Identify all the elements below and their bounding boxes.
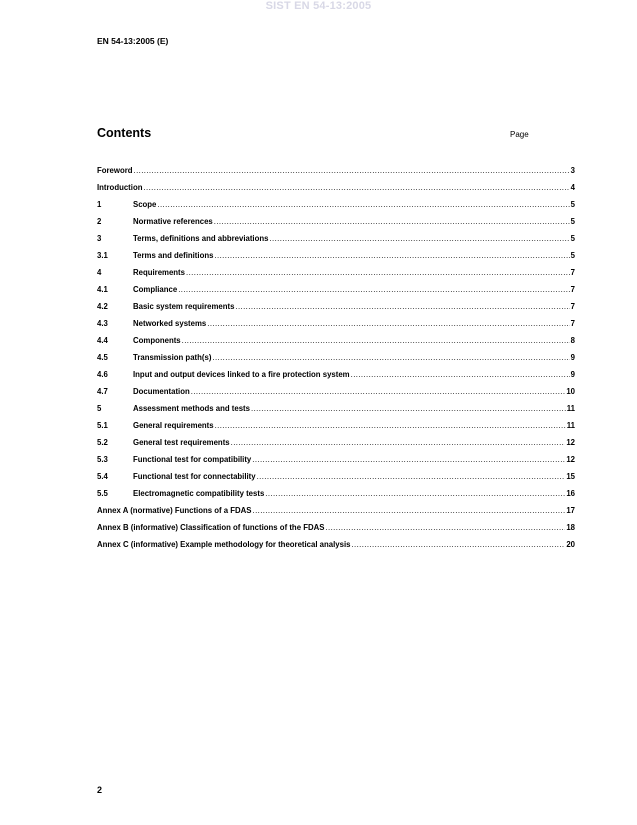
- page-column-label: Page: [510, 130, 529, 139]
- toc-entry[interactable]: [97, 196, 575, 213]
- toc-entry-number: 5.3: [97, 455, 108, 464]
- toc-entry[interactable]: [97, 519, 575, 536]
- dot-leader: [143, 179, 569, 196]
- toc-entry-page: 4: [570, 183, 575, 192]
- toc-entry-number: 5.4: [97, 472, 108, 481]
- toc-entry[interactable]: [97, 366, 575, 383]
- toc-entry-page: 12: [566, 455, 575, 464]
- page-number: 2: [97, 785, 103, 795]
- dot-leader: [182, 332, 570, 349]
- toc-entry[interactable]: [97, 417, 575, 434]
- toc-entry-page: 7: [570, 319, 575, 328]
- toc-entry-page: 15: [566, 472, 575, 481]
- toc-entry-title: Compliance: [133, 285, 178, 294]
- dot-leader: [252, 451, 565, 468]
- toc-entry-number: 5: [97, 404, 102, 413]
- toc-entry-title: Networked systems: [133, 319, 207, 328]
- toc-entry-number: 1: [97, 200, 102, 209]
- dot-leader: [265, 485, 565, 502]
- dot-leader: [351, 366, 570, 383]
- toc-entry-title: Functional test for connectability: [133, 472, 256, 481]
- dot-leader: [207, 315, 569, 332]
- dot-leader: [212, 349, 569, 366]
- toc-entry-page: 8: [570, 336, 575, 345]
- toc-entry-number: 4.7: [97, 387, 108, 396]
- toc-entry-number: 5.2: [97, 438, 108, 447]
- toc-entry-page: 11: [566, 421, 575, 430]
- toc-entry-number: 3: [97, 234, 102, 243]
- toc-entry[interactable]: [97, 247, 575, 264]
- toc-entry-page: 17: [566, 506, 575, 515]
- toc-entry-title: Scope: [133, 200, 157, 209]
- dot-leader: [351, 536, 565, 553]
- toc-entry-page: 9: [570, 353, 575, 362]
- toc-entry-number: 4.4: [97, 336, 108, 345]
- toc-entry-number: 4.3: [97, 319, 108, 328]
- toc-entry[interactable]: [97, 264, 575, 281]
- toc-entry-title: Components: [133, 336, 181, 345]
- toc-entry[interactable]: [97, 485, 575, 502]
- toc-entry[interactable]: [97, 400, 575, 417]
- toc-entry-page: 5: [570, 251, 575, 260]
- toc-entry-title: Introduction: [97, 183, 143, 192]
- toc-entry[interactable]: [97, 332, 575, 349]
- toc-entry-page: 10: [566, 387, 575, 396]
- toc-entry-title: Basic system requirements: [133, 302, 235, 311]
- toc-entry[interactable]: [97, 468, 575, 485]
- dot-leader: [191, 383, 566, 400]
- toc-entry-page: 5: [570, 217, 575, 226]
- document-id: EN 54-13:2005 (E): [97, 36, 169, 46]
- toc-entry-page: 16: [566, 489, 575, 498]
- toc-entry-number: 4.1: [97, 285, 108, 294]
- toc-entry[interactable]: [97, 349, 575, 366]
- dot-leader: [251, 400, 566, 417]
- dot-leader: [214, 213, 570, 230]
- dot-leader: [186, 264, 570, 281]
- toc-entry-title: Assessment methods and tests: [133, 404, 250, 413]
- dot-leader: [215, 417, 566, 434]
- toc-entry-page: 7: [570, 268, 575, 277]
- dot-leader: [157, 196, 569, 213]
- toc-entry-page: 5: [570, 200, 575, 209]
- toc-entry-title: Functional test for compatibility: [133, 455, 252, 464]
- toc-entry[interactable]: [97, 230, 575, 247]
- dot-leader: [235, 298, 569, 315]
- toc-entry-page: 18: [566, 523, 575, 532]
- toc-entry[interactable]: [97, 434, 575, 451]
- toc-entry[interactable]: [97, 315, 575, 332]
- toc-entry[interactable]: [97, 281, 575, 298]
- toc-entry[interactable]: [97, 502, 575, 519]
- toc-entry-page: 20: [566, 540, 575, 549]
- dot-leader: [214, 247, 569, 264]
- toc-entry-number: 2: [97, 217, 102, 226]
- toc-entry-page: 3: [570, 166, 575, 175]
- dot-leader: [257, 468, 566, 485]
- toc-entry[interactable]: [97, 213, 575, 230]
- toc-entry-page: 5: [570, 234, 575, 243]
- toc-entry-page: 7: [570, 302, 575, 311]
- toc-entry-title: Requirements: [133, 268, 185, 277]
- toc-entry-number: 4.6: [97, 370, 108, 379]
- toc-entry-page: 12: [566, 438, 575, 447]
- toc-entry[interactable]: [97, 298, 575, 315]
- toc-entry-number: 4.5: [97, 353, 108, 362]
- toc-entry-title: Foreword: [97, 166, 133, 175]
- dot-leader: [231, 434, 566, 451]
- dot-leader: [134, 162, 570, 179]
- toc-entry-page: 11: [566, 404, 575, 413]
- dot-leader: [325, 519, 565, 536]
- toc-entry-number: 4: [97, 268, 102, 277]
- toc-entry-title: Input and output devices linked to a fire protection system: [133, 370, 350, 379]
- toc-entry-page: 7: [570, 285, 575, 294]
- toc-entry-number: 5.5: [97, 489, 108, 498]
- toc-entry-title: Terms, definitions and abbreviations: [133, 234, 269, 243]
- table-of-contents: [97, 162, 575, 553]
- watermark: SIST EN 54-13:2005: [265, 0, 372, 12]
- toc-entry-title: Annex B (informative) Classification of functions of the FDAS: [97, 523, 325, 532]
- toc-entry-title: Annex C (informative) Example methodology for theoretical analysis: [97, 540, 351, 549]
- contents-title: Contents: [97, 126, 152, 140]
- toc-entry-number: 4.2: [97, 302, 108, 311]
- toc-entry-title: Transmission path(s): [133, 353, 212, 362]
- toc-entry-title: General test requirements: [133, 438, 230, 447]
- dot-leader: [269, 230, 569, 247]
- toc-entry-title: Terms and definitions: [133, 251, 214, 260]
- dot-leader: [178, 281, 569, 298]
- toc-entry-title: Electromagnetic compatibility tests: [133, 489, 265, 498]
- toc-entry-title: Annex A (normative) Functions of a FDAS: [97, 506, 252, 515]
- toc-entry-page: 9: [570, 370, 575, 379]
- toc-entry[interactable]: [97, 451, 575, 468]
- toc-entry[interactable]: [97, 536, 575, 553]
- dot-leader: [253, 502, 566, 519]
- toc-entry[interactable]: [97, 383, 575, 400]
- toc-entry-title: Normative references: [133, 217, 213, 226]
- toc-entry-title: General requirements: [133, 421, 214, 430]
- toc-entry-number: 3.1: [97, 251, 108, 260]
- toc-entry-number: 5.1: [97, 421, 108, 430]
- toc-entry-title: Documentation: [133, 387, 190, 396]
- toc-entry[interactable]: [97, 162, 575, 179]
- toc-entry[interactable]: [97, 179, 575, 196]
